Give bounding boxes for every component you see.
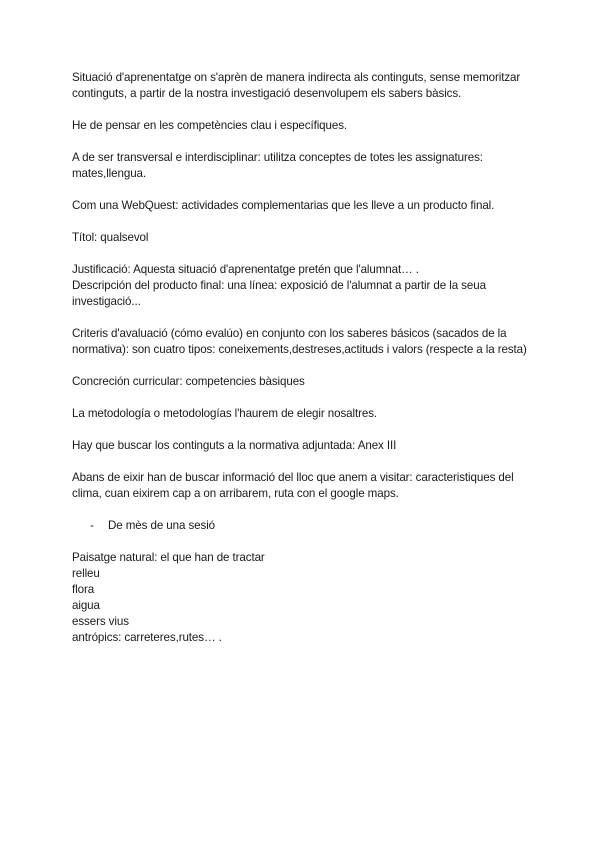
list-item: antrópics: carreteres,rutes… . bbox=[72, 631, 222, 644]
text-line: La metodología o metodologías l'haurem de elegir nosaltres. bbox=[72, 407, 378, 420]
text-line: Criteris d'avaluació (cómo evalúo) en conjunto con los saberes básicos (sacados de la bbox=[72, 327, 507, 340]
text-line: He de pensar en les competències clau i específiques. bbox=[72, 119, 348, 132]
bullet-dash: - bbox=[90, 519, 94, 532]
list-item: aigua bbox=[72, 599, 100, 612]
list-item: essers vius bbox=[72, 615, 129, 628]
text-line: Justificació: Aquesta situació d'aprenentatge pretén que l'alumnat… . bbox=[72, 263, 419, 276]
text-line: mates,llengua. bbox=[72, 167, 147, 180]
text-line: clima, cuan eixirem cap a on arribarem, ruta con el google maps. bbox=[72, 487, 399, 500]
list-heading: Paisatge natural: el que han de tractar bbox=[72, 551, 265, 564]
text-line: Descripción del producto final: una línea: exposició de l'alumnat a partir de la seua bbox=[72, 279, 486, 292]
paragraph-competencies bbox=[72, 118, 542, 134]
text-line: normativa): son cuatro tipos: coneixements,destreses,actituds i valors (respecte a la resta) bbox=[72, 343, 527, 356]
paragraph-justificacio bbox=[72, 262, 542, 310]
document-body bbox=[72, 70, 542, 662]
paragraph-titol bbox=[72, 230, 542, 246]
paragraph-criteris bbox=[72, 326, 542, 358]
list-item: flora bbox=[72, 583, 95, 596]
paragraph-continguts bbox=[72, 438, 542, 454]
text-line: continguts, a partir de la nostra investigació desenvolupem els sabers bàsics. bbox=[72, 87, 462, 100]
paragraph-transversal bbox=[72, 150, 542, 182]
text-line: Com una WebQuest: actividades complementarias que les lleve a un producto final. bbox=[72, 199, 495, 212]
text-line: Abans de eixir han de buscar informació del lloc que anem a visitar: caracteristiques del bbox=[72, 471, 514, 484]
paisatge-list bbox=[72, 550, 542, 646]
text-line: Títol: qualsevol bbox=[72, 231, 149, 244]
paragraph-concrecion bbox=[72, 374, 542, 390]
paragraph-metodologia bbox=[72, 406, 542, 422]
paragraph-abans bbox=[72, 470, 542, 502]
text-line: Concreción curricular: competencies bàsiques bbox=[72, 375, 305, 388]
list-item: relleu bbox=[72, 567, 100, 580]
bullet-text: De mès de una sesió bbox=[108, 519, 216, 532]
text-line: Situació d'aprenentatge on s'aprèn de manera indirecta als continguts, sense memoritzar bbox=[72, 71, 521, 84]
paragraph-situacio bbox=[72, 70, 542, 102]
text-line: A de ser transversal e interdisciplinar: utilitza conceptes de totes les assignatures: bbox=[72, 151, 483, 164]
text-line: Hay que buscar los continguts a la normativa adjuntada: Anex III bbox=[72, 439, 397, 452]
bullet-item bbox=[72, 518, 542, 534]
text-line: investigació... bbox=[72, 295, 141, 308]
paragraph-webquest bbox=[72, 198, 542, 214]
